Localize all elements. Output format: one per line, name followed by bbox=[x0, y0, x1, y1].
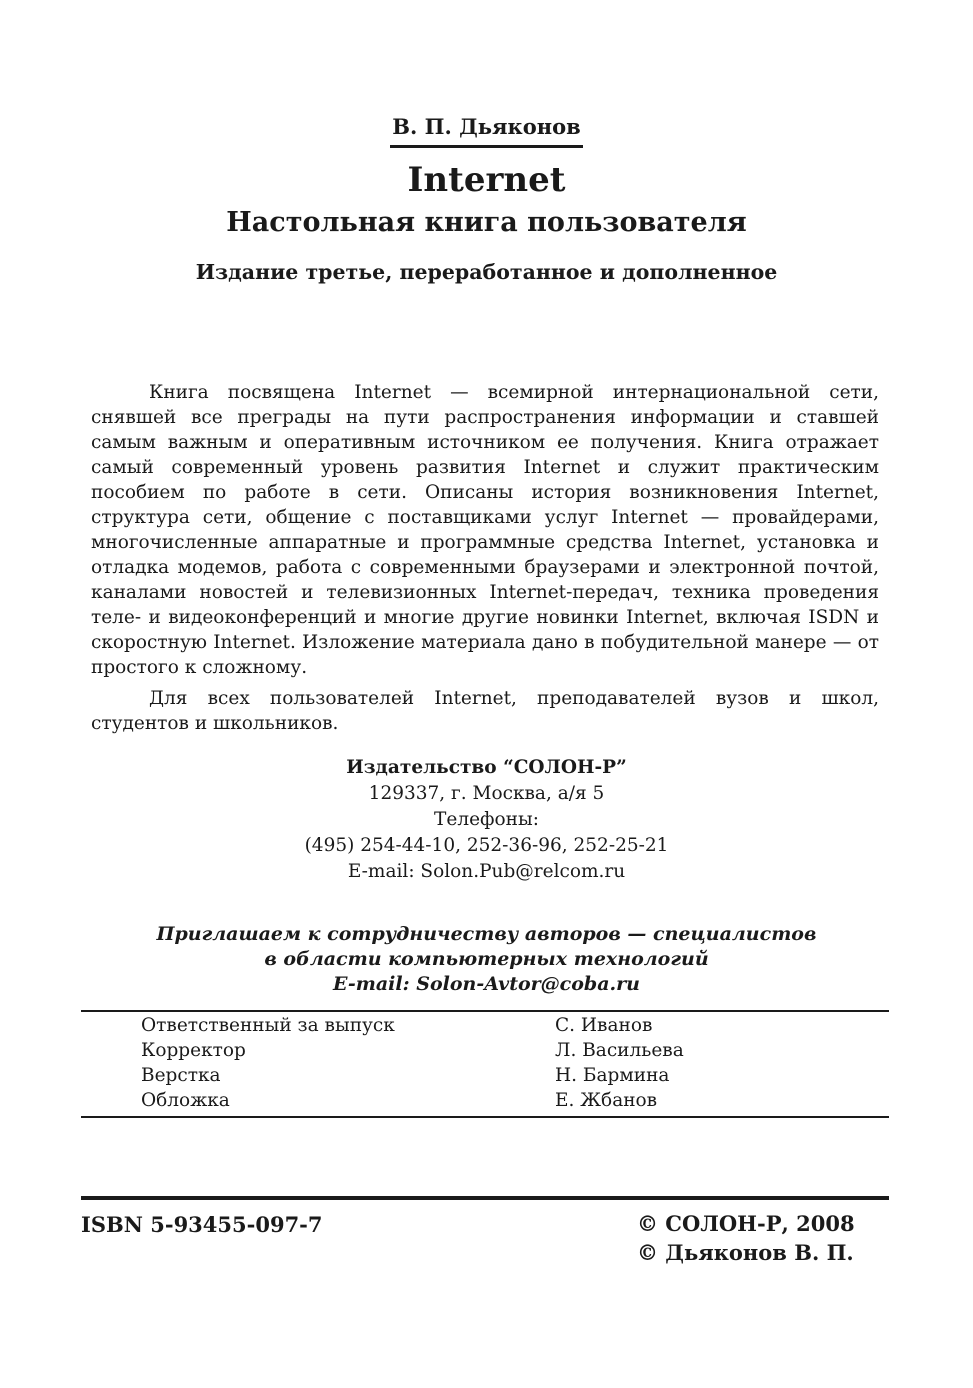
credit-person: Л. Васильева bbox=[555, 1040, 684, 1061]
publisher-email: E-mail: Solon.Pub@relcom.ru bbox=[347, 861, 626, 882]
credit-row bbox=[81, 1063, 889, 1088]
credits-table bbox=[81, 1010, 889, 1118]
credit-role: Обложка bbox=[141, 1090, 230, 1111]
credit-role: Корректор bbox=[141, 1040, 246, 1061]
credit-person: С. Иванов bbox=[555, 1015, 653, 1036]
copyright-author: © Дьяконов В. П. bbox=[637, 1240, 854, 1265]
credit-row bbox=[81, 1038, 889, 1063]
publisher-phones: (495) 254-44-10, 252-36-96, 252-25-21 bbox=[304, 835, 669, 856]
credit-row bbox=[81, 1088, 889, 1113]
invitation-line: Приглашаем к сотрудничеству авторов — специалистов bbox=[156, 923, 817, 945]
copyright-block bbox=[637, 1209, 855, 1267]
author-invitation bbox=[0, 922, 973, 997]
credit-role: Ответственный за выпуск bbox=[141, 1015, 395, 1036]
publisher-name: Издательство “СОЛОН-Р” bbox=[346, 757, 627, 778]
credit-person: Е. Жбанов bbox=[555, 1090, 658, 1111]
isbn: ISBN 5-93455-097-7 bbox=[81, 1212, 323, 1237]
footer-divider bbox=[81, 1196, 889, 1200]
abstract-paragraph: Книга посвящена Internet — всемирной интернациональной сети, снявшей все преграды на пути распространения информации и ставшей самым важным и оперативным источником ее получения. Книга отражает самый современный уровень развития Internet и служит практическим пособием по работе в сети. Описаны история возникновения Internet, структура сети, общение с поставщиками услуг Internet — провайдерами, многочисленные аппаратные и программные средства Internet, установка и отладка модемов, работа с современными браузерами и электронной почтой, каналами новостей и телевизионных Internet-передач, техника проведения теле- и видеоконференций и многие другие новинки Internet, включая ISDN и скоростную Internet. Изложение материала дано в побудительной манере — от простого к сложному. bbox=[91, 382, 879, 678]
invitation-email: E-mail: Solon-Avtor@coba.ru bbox=[333, 973, 640, 995]
credit-person: Н. Бармина bbox=[555, 1065, 670, 1086]
edition-note: Издание третье, переработанное и дополненное bbox=[195, 260, 778, 284]
book-title: Internet bbox=[407, 160, 566, 200]
abstract-paragraph: Для всех пользователей Internet, преподавателей вузов и школ, студентов и школьников. bbox=[91, 688, 879, 734]
credit-role: Верстка bbox=[141, 1065, 221, 1086]
invitation-line: в области компьютерных технологий bbox=[264, 948, 709, 970]
publisher-info bbox=[0, 755, 973, 885]
publisher-phones-label: Телефоны: bbox=[434, 809, 539, 830]
copyright-publisher: © СОЛОН-Р, 2008 bbox=[637, 1211, 855, 1236]
publisher-address: 129337, г. Москва, а/я 5 bbox=[368, 783, 605, 804]
abstract bbox=[91, 380, 879, 736]
book-subtitle: Настольная книга пользователя bbox=[226, 207, 747, 238]
author-name: В. П. Дьяконов bbox=[0, 114, 973, 148]
credit-row bbox=[81, 1013, 889, 1038]
